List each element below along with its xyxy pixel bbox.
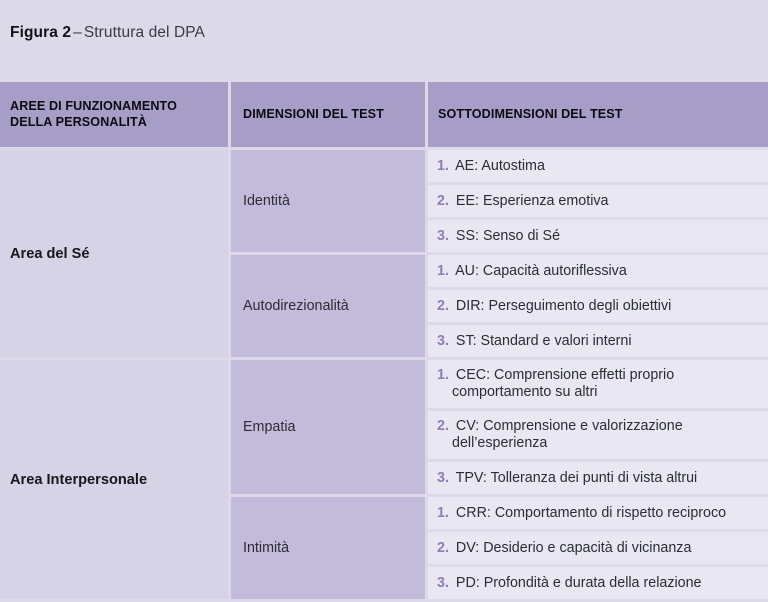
subdimension-label: CV: Comprensione e valorizzazione [455, 418, 683, 435]
figure-title: Struttura del DPA [83, 24, 205, 41]
table-row [0, 360, 768, 408]
subdimension-cell-0-0-0 [428, 150, 768, 182]
figure-number: Figura 2 [10, 24, 72, 41]
subdimension-number: 1. [437, 262, 449, 279]
subdimension-label: ST: Standard e valori interni [455, 332, 632, 349]
subdimension-number: 1. [437, 504, 449, 521]
subdimension-label: CEC: Comprensione effetti proprio [455, 367, 675, 384]
subdimension-cell-0-1-2 [428, 325, 768, 357]
subdimension-text [437, 263, 766, 280]
subdimension-text [437, 193, 766, 210]
subdimension-label: DV: Desiderio e capacità di vicinanza [455, 539, 692, 556]
subdimension-number: 1. [437, 157, 449, 174]
table-body [0, 150, 768, 599]
subdimension-text [437, 333, 766, 350]
subdimension-text [437, 540, 766, 557]
dimension-cell-1-0: Empatia [231, 360, 425, 494]
subdimension-number: 3. [437, 332, 449, 349]
subdimension-text [437, 367, 766, 400]
header-row [0, 82, 768, 147]
subdimension-cell-0-0-1 [428, 185, 768, 217]
dimension-cell-0-1: Autodirezionalità [231, 255, 425, 357]
subdimension-number: 3. [437, 227, 449, 244]
column-header-areas-line1: AREE DI FUNZIONAMENTO [10, 99, 177, 114]
subdimension-number: 2. [437, 418, 449, 435]
subdimension-cell-0-1-1 [428, 290, 768, 322]
column-header-areas-line2: DELLA PERSONALITÀ [10, 114, 147, 129]
subdimension-cell-1-0-2 [428, 462, 768, 494]
subdimension-cell-0-0-2 [428, 220, 768, 252]
dpa-structure-table [0, 79, 768, 602]
column-header-subdimensions: SOTTODIMENSIONI DEL TEST [428, 82, 768, 147]
subdimension-number: 2. [437, 297, 449, 314]
subdimension-text [437, 298, 766, 315]
subdimension-number: 2. [437, 539, 449, 556]
subdimension-label: CRR: Comportamento di rispetto reciproco [455, 504, 727, 521]
subdimension-cell-1-1-0 [428, 497, 768, 529]
area-cell-0: Area del Sé [0, 150, 228, 357]
subdimension-label: AU: Capacità autoriflessiva [455, 262, 627, 279]
dimension-cell-1-1: Intimità [231, 497, 425, 599]
subdimension-label: PD: Profondità e durata della relazione [455, 574, 702, 591]
subdimension-label-line2: dell’esperienza [452, 435, 548, 451]
subdimension-cell-0-1-0 [428, 255, 768, 287]
dimension-cell-0-0: Identità [231, 150, 425, 252]
caption-dash: – [73, 24, 82, 41]
subdimension-number: 3. [437, 469, 449, 486]
subdimension-label: DIR: Perseguimento degli obiettivi [455, 297, 672, 314]
subdimension-label: AE: Autostima [455, 157, 545, 174]
subdimension-label: TPV: Tolleranza dei punti di vista altrui [455, 469, 698, 486]
subdimension-text [437, 418, 766, 451]
figure-caption [0, 0, 768, 78]
subdimension-number: 2. [437, 192, 449, 209]
subdimension-label: SS: Senso di Sé [455, 227, 561, 244]
subdimension-number: 1. [437, 367, 449, 384]
area-cell-1: Area Interpersonale [0, 360, 228, 599]
table-row [0, 150, 768, 182]
subdimension-text [437, 470, 766, 487]
column-header-areas [0, 82, 228, 147]
subdimension-number: 3. [437, 574, 449, 591]
column-header-dimensions: DIMENSIONI DEL TEST [231, 82, 425, 147]
subdimension-text [437, 505, 766, 522]
subdimension-text [437, 575, 766, 592]
subdimension-label-line2: comportamento su altri [452, 384, 598, 400]
subdimension-text [437, 158, 766, 175]
subdimension-text [437, 228, 766, 245]
subdimension-cell-1-1-1 [428, 532, 768, 564]
table-header [0, 82, 768, 147]
subdimension-cell-1-1-2 [428, 567, 768, 599]
subdimension-cell-1-0-1 [428, 411, 768, 459]
subdimension-label: EE: Esperienza emotiva [455, 192, 609, 209]
subdimension-cell-1-0-0 [428, 360, 768, 408]
